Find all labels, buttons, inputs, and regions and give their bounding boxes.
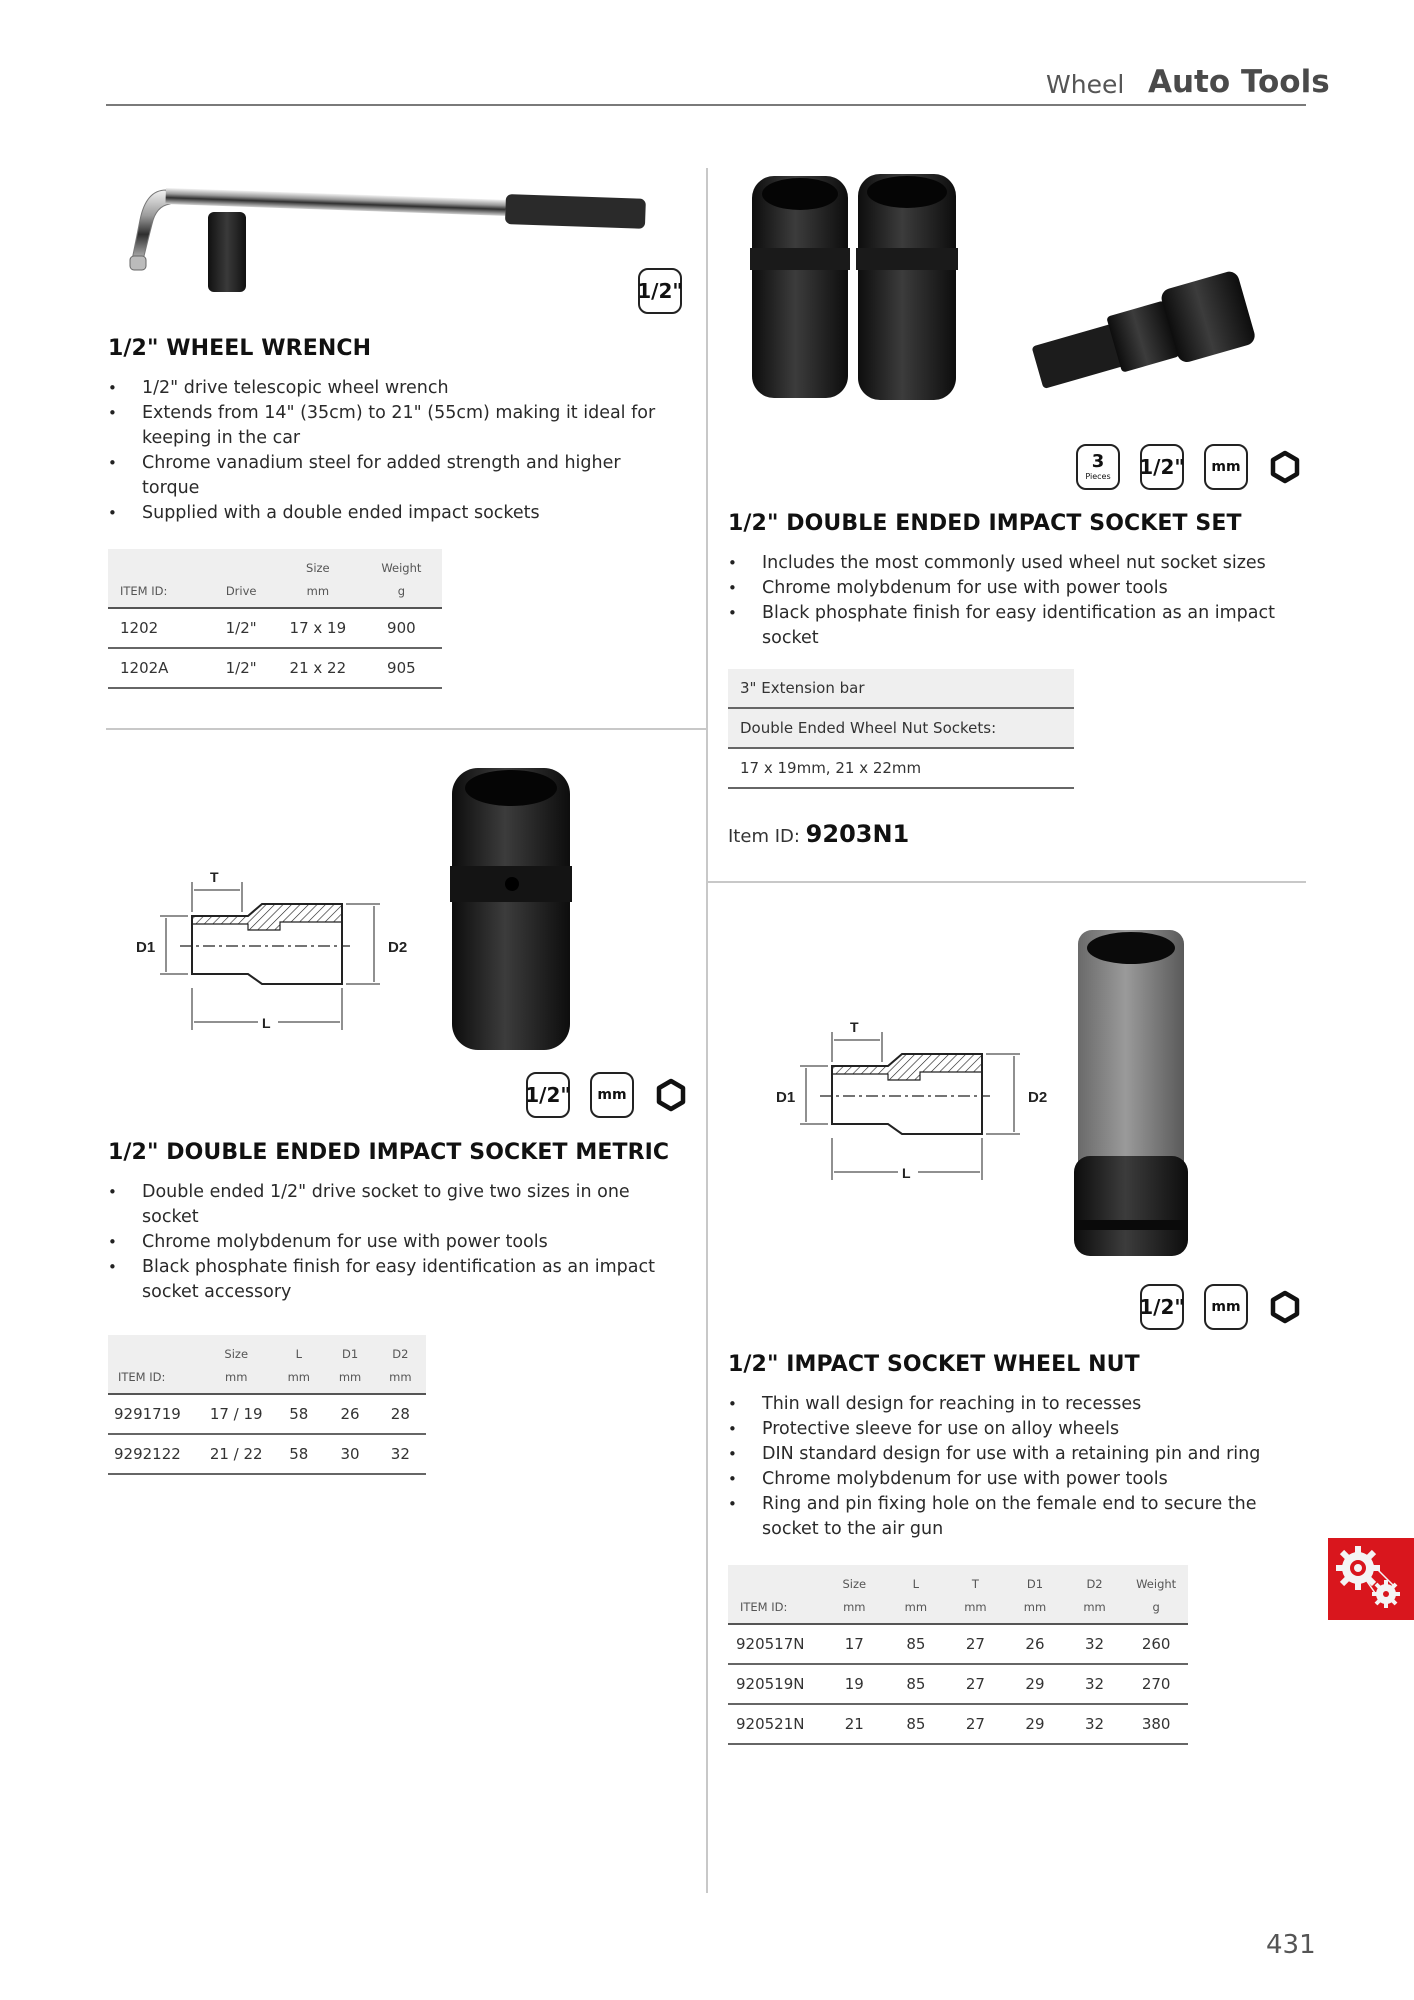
pieces-count-badge: 3 Pieces <box>1076 444 1120 490</box>
cell-d2: 32 <box>1065 1704 1125 1744</box>
table-row <box>728 748 1074 788</box>
col-header: L mm <box>886 1565 946 1624</box>
cell-weight: 380 <box>1124 1704 1188 1744</box>
metric-mm-badge: mm <box>1204 444 1248 490</box>
table-row <box>108 1394 426 1434</box>
socket-set-features <box>728 551 1298 651</box>
feature-item: • Chrome vanadium steel for added strength and higher torque <box>108 451 668 501</box>
left-section-divider <box>106 728 706 730</box>
socket-set-image <box>740 166 1300 406</box>
diagram-label-t: T <box>850 1019 859 1035</box>
feature-item: • Ring and pin fixing hole on the female end to secure the socket to the air gun <box>728 1492 1308 1542</box>
cell-item-id: 9291719 <box>108 1394 200 1434</box>
feature-item: • Chrome molybdenum for use with power tools <box>728 1467 1308 1492</box>
item-id-value: 9203N1 <box>805 820 910 848</box>
cell-d2: 32 <box>1065 1664 1125 1704</box>
col-header: Size mm <box>200 1335 272 1394</box>
feature-item: • Extends from 14" (35cm) to 21" (55cm) making it ideal for keeping in the car <box>108 401 668 451</box>
cell-d2: 32 <box>375 1434 426 1474</box>
cell-weight: 270 <box>1124 1664 1188 1704</box>
feature-item: • Double ended 1/2" drive socket to give two sizes in one socket <box>108 1180 678 1230</box>
metric-socket-features <box>108 1180 678 1305</box>
cell-weight: 905 <box>361 648 442 688</box>
col-header: T mm <box>946 1565 1006 1624</box>
diagram-label-d1: D1 <box>136 939 156 956</box>
cell-size: 17 / 19 <box>200 1394 272 1434</box>
metric-socket-badges <box>526 1072 688 1118</box>
right-section-divider <box>708 881 1306 883</box>
diagram-label-l: L <box>902 1165 911 1181</box>
feature-item: • DIN standard design for use with a retaining pin and ring <box>728 1442 1308 1467</box>
cell-item-id: 920521N <box>728 1704 822 1744</box>
cell-t: 27 <box>946 1624 1006 1664</box>
socket-dimension-diagram <box>130 862 430 1042</box>
col-header: ITEM ID: <box>108 1335 200 1394</box>
hexagon-icon <box>654 1078 688 1112</box>
col-header: Size mm <box>822 1565 886 1624</box>
cell-d1: 29 <box>1005 1704 1065 1744</box>
cell-size: 21 / 22 <box>200 1434 272 1474</box>
col-header: Size mm <box>275 549 361 608</box>
cell-size: 17 <box>822 1624 886 1664</box>
cell-d1: 26 <box>1005 1624 1065 1664</box>
wheel-nut-socket-image <box>1072 926 1190 1262</box>
wheel-nut-features <box>728 1392 1308 1542</box>
cell-d1: 29 <box>1005 1664 1065 1704</box>
cell-l: 85 <box>886 1624 946 1664</box>
cell-item-id: 1202A <box>108 648 207 688</box>
col-header: L mm <box>272 1335 325 1394</box>
item-id-label: Item ID: <box>728 826 800 847</box>
diagram-label-d1: D1 <box>776 1089 796 1106</box>
wheel-wrench-features <box>108 376 668 526</box>
feature-item: • Black phosphate finish for easy identification as an impact socket <box>728 601 1298 651</box>
cell-size: 19 <box>822 1664 886 1704</box>
col-header: D1 mm <box>1005 1565 1065 1624</box>
cell-d2: 32 <box>1065 1624 1125 1664</box>
cell-item-id: 9292122 <box>108 1434 200 1474</box>
hexagon-icon <box>1268 450 1302 484</box>
kit-item: 3" Extension bar <box>728 669 1074 708</box>
half-inch-drive-badge: 1/2" <box>1140 444 1184 490</box>
diagram-label-l: L <box>262 1015 271 1031</box>
wheel-wrench-badges <box>638 268 682 314</box>
table-row <box>728 1664 1188 1704</box>
cell-t: 27 <box>946 1704 1006 1744</box>
socket-set-title: 1/2" DOUBLE ENDED IMPACT SOCKET SET <box>728 511 1242 536</box>
wheel-wrench-image <box>126 160 686 310</box>
col-header: D2 mm <box>375 1335 426 1394</box>
half-inch-drive-badge: 1/2" <box>638 268 682 314</box>
cell-size: 21 x 22 <box>275 648 361 688</box>
cell-d2: 28 <box>375 1394 426 1434</box>
cell-drive: 1/2" <box>207 608 275 648</box>
category-side-tab[interactable] <box>1328 1538 1414 1620</box>
column-divider <box>706 168 708 1893</box>
table-row <box>108 1434 426 1474</box>
diagram-label-d2: D2 <box>388 939 408 956</box>
diagram-label-t: T <box>210 869 219 885</box>
feature-item: • Supplied with a double ended impact sockets <box>108 501 668 526</box>
feature-item: • Black phosphate finish for easy identification as an impact socket accessory <box>108 1255 678 1305</box>
cell-weight: 900 <box>361 608 442 648</box>
half-inch-drive-badge: 1/2" <box>526 1072 570 1118</box>
col-header: Weight g <box>1124 1565 1188 1624</box>
table-row <box>108 608 442 648</box>
half-inch-drive-badge: 1/2" <box>1140 1284 1184 1330</box>
header-rule <box>106 104 1306 106</box>
cell-size: 17 x 19 <box>275 608 361 648</box>
cell-l: 85 <box>886 1704 946 1744</box>
wheel-nut-badges <box>1140 1284 1302 1330</box>
table-row <box>728 708 1074 748</box>
metric-mm-badge: mm <box>590 1072 634 1118</box>
kit-item: 17 x 19mm, 21 x 22mm <box>728 748 1074 788</box>
page-number: 431 <box>1266 1930 1316 1960</box>
metric-socket-spec-table <box>108 1335 426 1475</box>
socket-set-badges <box>1076 444 1302 490</box>
table-row <box>728 1624 1188 1664</box>
feature-item: • Chrome molybdenum for use with power tools <box>108 1230 678 1255</box>
cell-l: 58 <box>272 1434 325 1474</box>
feature-item: • Chrome molybdenum for use with power tools <box>728 576 1298 601</box>
wheel-nut-title: 1/2" IMPACT SOCKET WHEEL NUT <box>728 1352 1140 1377</box>
feature-item: • Includes the most commonly used wheel nut socket sizes <box>728 551 1298 576</box>
col-header: ITEM ID: <box>728 1565 822 1624</box>
cell-d1: 26 <box>325 1394 374 1434</box>
header-category: Auto Tools <box>1148 64 1330 100</box>
col-header: D2 mm <box>1065 1565 1125 1624</box>
cell-item-id: 920517N <box>728 1624 822 1664</box>
col-header: Drive <box>207 549 275 608</box>
cell-weight: 260 <box>1124 1624 1188 1664</box>
table-row <box>728 669 1074 708</box>
kit-item: Double Ended Wheel Nut Sockets: <box>728 708 1074 748</box>
wheel-wrench-spec-table <box>108 549 442 689</box>
feature-item: • Thin wall design for reaching in to recesses <box>728 1392 1308 1417</box>
col-header: Weight g <box>361 549 442 608</box>
hexagon-icon <box>1268 1290 1302 1324</box>
cell-item-id: 920519N <box>728 1664 822 1704</box>
socket-set-contents-table <box>728 669 1074 789</box>
double-ended-socket-image <box>448 764 574 1054</box>
header-section: Wheel <box>1046 70 1125 99</box>
cell-size: 21 <box>822 1704 886 1744</box>
table-row <box>728 1704 1188 1744</box>
cell-d1: 30 <box>325 1434 374 1474</box>
wheel-nut-spec-table <box>728 1565 1188 1745</box>
cell-drive: 1/2" <box>207 648 275 688</box>
col-header: ITEM ID: <box>108 549 207 608</box>
gears-chain-icon <box>1328 1538 1414 1620</box>
cell-item-id: 1202 <box>108 608 207 648</box>
table-row <box>108 648 442 688</box>
col-header: D1 mm <box>325 1335 374 1394</box>
diagram-label-d2: D2 <box>1028 1089 1048 1106</box>
wheel-nut-dimension-diagram <box>770 1012 1070 1192</box>
cell-l: 85 <box>886 1664 946 1704</box>
metric-mm-badge: mm <box>1204 1284 1248 1330</box>
feature-item: • 1/2" drive telescopic wheel wrench <box>108 376 668 401</box>
wheel-wrench-title: 1/2" WHEEL WRENCH <box>108 336 372 361</box>
metric-socket-title: 1/2" DOUBLE ENDED IMPACT SOCKET METRIC <box>108 1140 670 1165</box>
cell-t: 27 <box>946 1664 1006 1704</box>
cell-l: 58 <box>272 1394 325 1434</box>
feature-item: • Protective sleeve for use on alloy wheels <box>728 1417 1308 1442</box>
socket-set-item-id <box>728 820 909 848</box>
